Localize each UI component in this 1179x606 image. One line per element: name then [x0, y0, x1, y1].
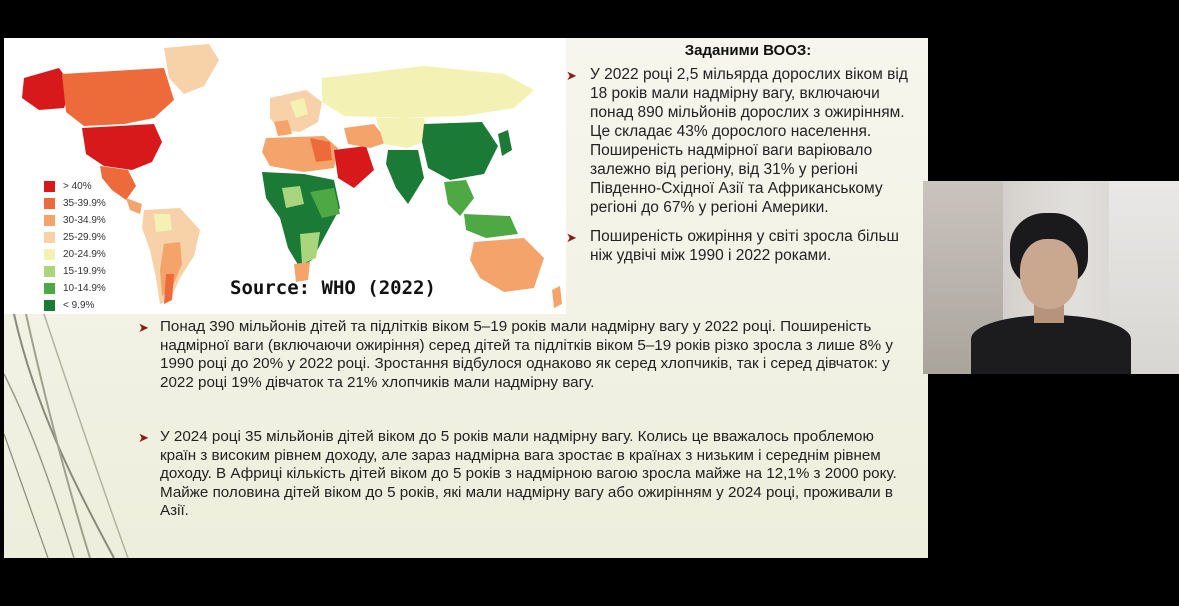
- legend-item: [44, 195, 106, 212]
- legend-label: > 40%: [63, 181, 92, 192]
- legend-item: [44, 280, 106, 297]
- legend-label: 20-24.9%: [63, 249, 106, 260]
- legend-label: 15-19.9%: [63, 266, 106, 277]
- map-source-caption: Source: WHO (2022): [230, 277, 436, 299]
- bullet-text: Понад 390 мільйонів дітей та підлітків віком 5–19 років мали надмірну вагу у 2022 році. Поширеність надмірної ваги (включаючи ожиріння) серед дітей та підлітків віком 5–19 років різко зросла з лише 8% у 1990 році до 20% у 2022 році. Зростання відбулося однаково як серед хлопчиків, так і серед дівчаток: у 2022 році 19% дівчаток та 21% хлопчиків мали надмірну вагу.: [160, 318, 893, 391]
- bullet-item: [134, 318, 914, 392]
- person-body: [971, 315, 1131, 374]
- legend-item: [44, 229, 106, 246]
- bullet-item: [564, 227, 924, 265]
- presentation-slide: [4, 38, 928, 558]
- children-data-section: [134, 318, 914, 521]
- arrow-bullet-icon: ➤: [138, 320, 149, 335]
- legend-label: 10-14.9%: [63, 283, 106, 294]
- legend-item: [44, 246, 106, 263]
- person-face: [1020, 239, 1078, 309]
- bullet-item: [134, 428, 914, 521]
- legend-item: [44, 263, 106, 280]
- legend-swatch: [44, 283, 55, 294]
- bullet-text: У 2022 році 2,5 мільярда дорослих віком від 18 років мали надмірну вагу, включаючи понад 890 мільйонів дорослих з ожирінням. Це складає 43% дорослого населення. Поширеність надмірної ваги варіювало залежно від регіону, від 31% у регіоні Південно-Східної Азії та Африканському регіоні до 67% у регіоні Америки.: [590, 66, 908, 216]
- legend-label: < 9.9%: [63, 300, 95, 311]
- map-legend: [44, 178, 106, 314]
- legend-label: 25-29.9%: [63, 232, 106, 243]
- who-data-column: [564, 42, 924, 265]
- legend-label: 35-39.9%: [63, 198, 106, 209]
- world-obesity-map: [4, 38, 566, 314]
- legend-item: [44, 212, 106, 229]
- legend-item: [44, 297, 106, 314]
- arrow-bullet-icon: ➤: [566, 68, 577, 83]
- decorative-curves: [4, 314, 134, 558]
- arrow-bullet-icon: ➤: [138, 430, 149, 445]
- legend-swatch: [44, 300, 55, 311]
- legend-item: [44, 178, 106, 195]
- legend-swatch: [44, 266, 55, 277]
- legend-swatch: [44, 198, 55, 209]
- arrow-bullet-icon: ➤: [566, 230, 577, 245]
- bullet-text: Поширеність ожиріння у світі зросла більш ніж удвічі між 1990 і 2022 роками.: [590, 228, 899, 264]
- bullet-item: [564, 65, 924, 217]
- section-title: Заданими ВООЗ:: [684, 42, 812, 59]
- legend-swatch: [44, 215, 55, 226]
- bullet-text: У 2024 році 35 мільйонів дітей віком до 5 років мали надмірну вагу. Колись це вважалось проблемою країн з високим рівнем доходу, але зараз надмірна вага зростає в країнах з низьким і середнім рівнем доходу. В Африці кількість дітей віком до 5 років з надмірною вагою зросла майже на 12,1% з 2000 року. Майже половина дітей віком до 5 років, які мали надмірну вагу або ожирінням у 2024 році, проживали в Азії.: [160, 428, 897, 519]
- presenter-video-icon: [923, 181, 1179, 374]
- legend-label: 30-34.9%: [63, 215, 106, 226]
- legend-swatch: [44, 249, 55, 260]
- legend-swatch: [44, 232, 55, 243]
- legend-swatch: [44, 181, 55, 192]
